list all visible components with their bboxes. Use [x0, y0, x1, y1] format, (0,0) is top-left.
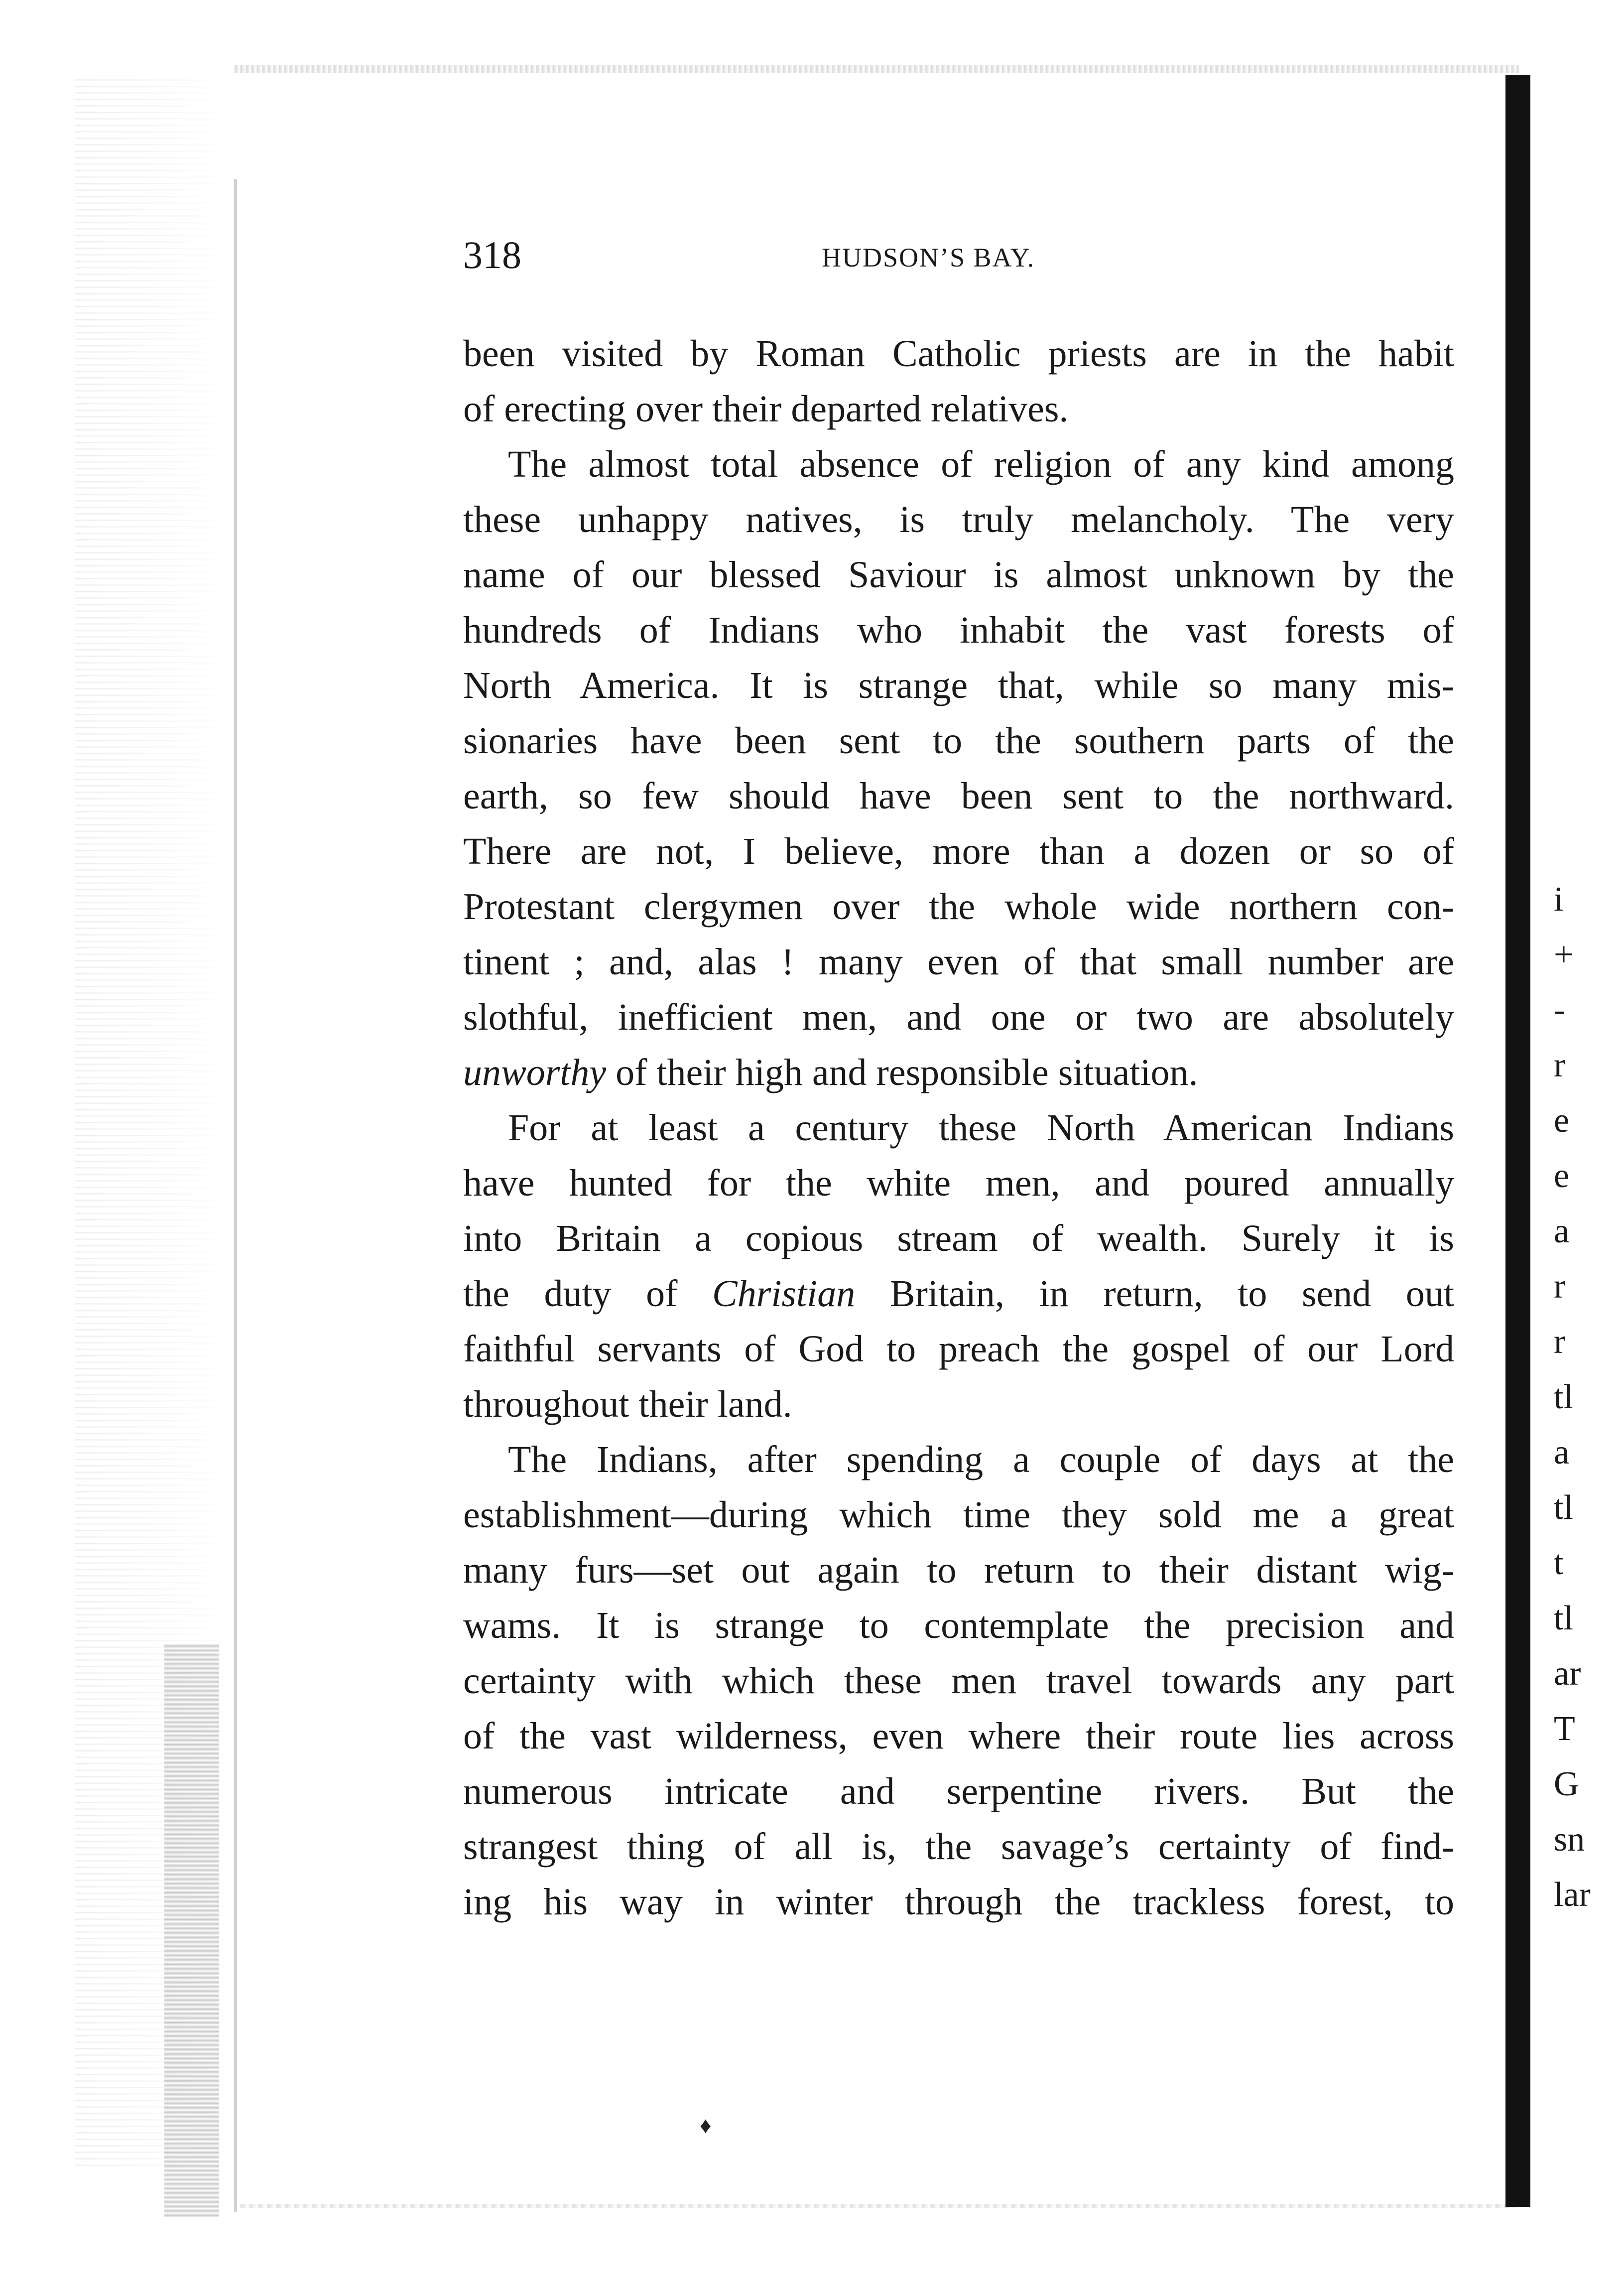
facing-page-fragments: [1554, 872, 1614, 1922]
gutter-shadow-lower: [164, 1644, 219, 2217]
text-line: into Britain a copious stream of wealth. Surely it is: [463, 1217, 1454, 1259]
text-line: earth, so few should have been sent to the northward.: [463, 775, 1454, 817]
text-line: certainty with which these men travel towards any part: [463, 1660, 1454, 1702]
facing-page-edge-bar: [1505, 75, 1530, 2207]
page-header: [463, 230, 1454, 285]
facing-page-fragment: r: [1554, 1323, 1566, 1361]
facing-page-fragment: lar: [1554, 1876, 1591, 1914]
text-line: wams. It is strange to contemplate the precision and: [463, 1605, 1454, 1646]
text-line: many furs—set out again to return to their distant wig-: [463, 1549, 1454, 1591]
facing-page-fragment: G: [1554, 1765, 1579, 1803]
text-line: North America. It is strange that, while so many mis-: [463, 665, 1454, 706]
facing-page-fragment: r: [1554, 1267, 1566, 1306]
text-line: Protestant clergymen over the whole wide northern con-: [463, 886, 1454, 928]
text-span: the duty of: [463, 1273, 713, 1315]
text-line: have hunted for the white men, and poured annually: [463, 1162, 1454, 1204]
text-line: of the vast wilderness, even where their route lies across: [463, 1715, 1454, 1757]
paragraph-1: [463, 326, 1454, 437]
facing-page-fragment: ar: [1554, 1654, 1581, 1693]
paragraph-4: [463, 1432, 1454, 1930]
bottom-page-edge: [239, 2204, 1514, 2208]
body-text: [463, 326, 1454, 1930]
text-line: tinent ; and, alas ! many even of that small number are: [463, 941, 1454, 983]
facing-page-fragment: e: [1554, 1101, 1570, 1140]
top-page-edge: [234, 65, 1519, 73]
italic-word: Christian: [712, 1273, 856, 1315]
text-line: The almost total absence of religion of any kind among: [508, 443, 1454, 485]
facing-page-fragment: i: [1554, 880, 1564, 919]
ink-speck-mark: ♦: [700, 2113, 712, 2138]
text-span: Britain, in return, to send out: [855, 1273, 1454, 1315]
text-line: sionaries have been sent to the southern parts of the: [463, 720, 1454, 762]
text-line: establishment—during which time they sold me a great: [463, 1494, 1454, 1536]
facing-page-fragment: tl: [1554, 1599, 1573, 1637]
text-span: of their high and responsible situation.: [606, 1052, 1198, 1093]
facing-page-fragment: r: [1554, 1046, 1566, 1084]
text-line: ing his way in winter through the trackless forest, to: [463, 1881, 1454, 1923]
facing-page-fragment: +: [1554, 936, 1574, 974]
page-number: 318: [463, 233, 521, 276]
facing-page-fragment: e: [1554, 1157, 1570, 1195]
text-line: faithful servants of God to preach the gospel of our Lord: [463, 1328, 1454, 1370]
facing-page-fragment: a: [1554, 1212, 1570, 1250]
facing-page-fragment: -: [1554, 991, 1566, 1029]
paragraph-2: [463, 437, 1454, 1100]
paragraph-3: [463, 1100, 1454, 1432]
facing-page-fragment: T: [1554, 1710, 1575, 1748]
facing-page-fragment: a: [1554, 1433, 1570, 1472]
text-line: of erecting over their departed relatives.: [463, 388, 1069, 430]
text-line: There are not, I believe, more than a dozen or so of: [463, 830, 1454, 872]
text-line: hundreds of Indians who inhabit the vast forests of: [463, 609, 1454, 651]
text-line: [463, 1266, 1454, 1322]
text-line: these unhappy natives, is truly melancholy. The very: [463, 499, 1454, 540]
text-line: The Indians, after spending a couple of days at the: [508, 1439, 1454, 1480]
text-line: numerous intricate and serpentine rivers. But the: [463, 1770, 1454, 1812]
facing-page-fragment: t: [1554, 1544, 1564, 1582]
facing-page-fragment: sn: [1554, 1820, 1585, 1859]
text-line: For at least a century these North American Indians: [508, 1107, 1454, 1149]
text-line: throughout their land.: [463, 1383, 792, 1425]
running-head: HUDSON’S BAY.: [822, 243, 1035, 272]
text-line: name of our blessed Saviour is almost unknown by the: [463, 554, 1454, 596]
gutter-fold-line: [234, 179, 237, 2212]
italic-word: unworthy: [463, 1052, 607, 1093]
text-line: been visited by Roman Catholic priests are in the habit: [463, 333, 1454, 375]
facing-page-fragment: tl: [1554, 1378, 1573, 1416]
text-line: slothful, inefficient men, and one or two are absolutely: [463, 996, 1454, 1038]
facing-page-fragment: tl: [1554, 1488, 1573, 1527]
text-line: strangest thing of all is, the savage’s certainty of find-: [463, 1826, 1454, 1868]
text-line: [463, 1045, 1454, 1100]
